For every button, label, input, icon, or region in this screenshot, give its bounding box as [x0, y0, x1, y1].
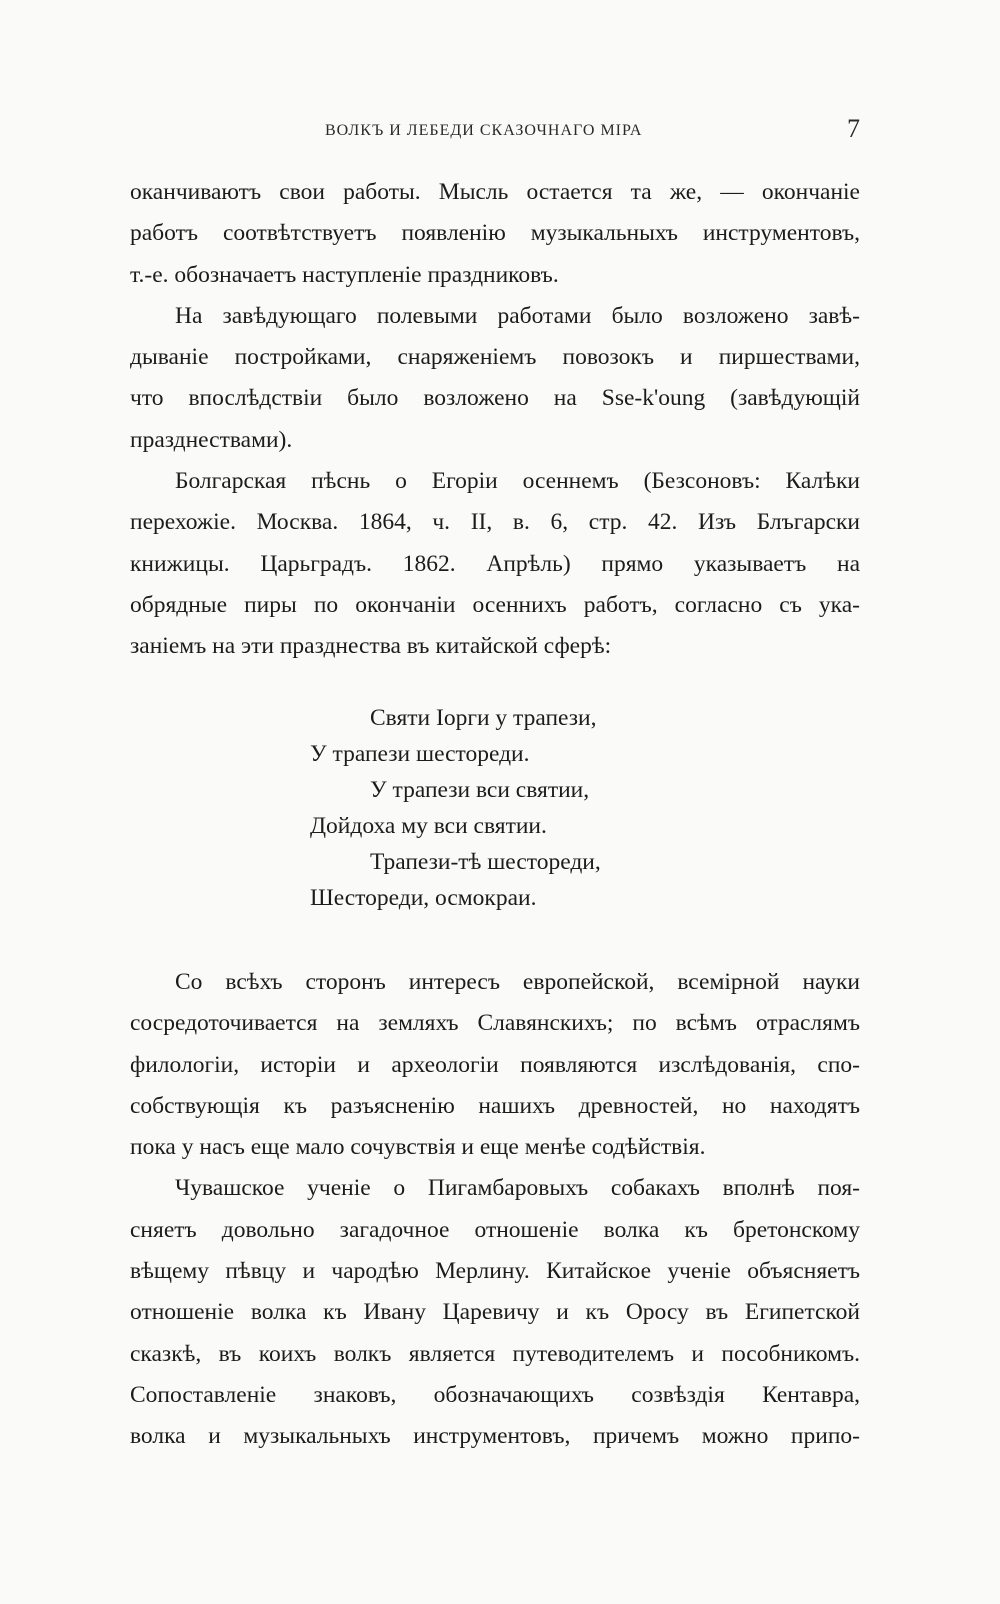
poem-line: Шестореди, осмокраи. [310, 885, 537, 911]
text-line: работъ соотвѣтствуетъ появленію музыкальныхъ инструментовъ, [130, 220, 860, 247]
text-line: книжицы. Царьградъ. 1862. Апрѣль) прямо указываетъ на [130, 550, 860, 577]
text-line: оканчиваютъ свои работы. Мысль остается та же, — окончаніе [130, 179, 860, 205]
text-line: сняетъ довольно загадочное отношеніе волка къ бретонскому [130, 1216, 860, 1243]
running-header [130, 116, 860, 156]
text-line: вѣщему пѣвцу и чародѣю Мерлину. Китайское ученіе объясняетъ [130, 1258, 860, 1285]
text-line: что впослѣдствіи было возложено на Sse-k'oung (завѣдующій [130, 385, 860, 412]
poem-block [130, 700, 860, 916]
text-line: обрядные пиры по окончаніи осеннихъ работъ, согласно съ ука- [130, 591, 860, 618]
text-line: волка и музыкальныхъ инструментовъ, причемъ можно припо- [130, 1423, 860, 1450]
poem-line: Святи Іорги у трапези, [370, 705, 597, 731]
poem-line: Трапези-тѣ шестореди, [370, 849, 601, 875]
text-line: заніемъ на эти празднества въ китайской сферѣ: [130, 633, 612, 660]
text-line: Со всѣхъ сторонъ интересъ европейской, всемірной науки [175, 969, 860, 995]
poem-line: Дойдоха му вси святии. [310, 813, 547, 839]
poem-line: У трапези шестореди. [310, 741, 530, 767]
text-line: празднествами). [130, 426, 293, 453]
text-line: филологіи, исторіи и археологіи появляются изслѣдованія, спо- [130, 1051, 860, 1078]
text-line: дываніе постройками, снаряженіемъ повозокъ и пиршествами, [130, 344, 860, 371]
running-title: ВОЛКЪ И ЛЕБЕДИ СКАЗОЧНАГО МІРА [325, 122, 643, 139]
text-line: перехожіе. Москва. 1864, ч. II, в. 6, стр. 42. Изъ Блъгарски [130, 509, 860, 536]
text-line: Чувашское ученіе о Пигамбаровыхъ собакахъ вполнѣ поя- [175, 1175, 860, 1202]
body-text-top [130, 172, 860, 668]
text-line: пока у насъ еще мало сочувствія и еще менѣе содѣйствія. [130, 1134, 706, 1161]
text-line: сосредоточивается на земляхъ Славянскихъ; по всѣмъ отраслямъ [130, 1010, 860, 1037]
text-line: т.-е. обозначаетъ наступленіе праздниковъ. [130, 261, 559, 288]
poem-line: У трапези вси святии, [370, 777, 590, 803]
body-text-bottom [130, 962, 860, 1458]
text-line: На завѣдующаго полевыми работами было возложено завѣ- [175, 302, 860, 329]
text-line: Болгарская пѣснь о Егоріи осеннемъ (Безсоновъ: Калѣки [175, 468, 860, 495]
text-line: Сопоставленіе знаковъ, обозначающихъ созвѣздія Кентавра, [130, 1381, 860, 1408]
text-line: собствующія къ разъясненію нашихъ древностей, но находятъ [130, 1092, 860, 1119]
text-line: отношеніе волка къ Ивану Царевичу и къ Оросу въ Египетской [130, 1299, 860, 1326]
text-line: сказкѣ, въ коихъ волкъ является путеводителемъ и пособникомъ. [130, 1340, 860, 1367]
page-number: 7 [847, 114, 860, 143]
